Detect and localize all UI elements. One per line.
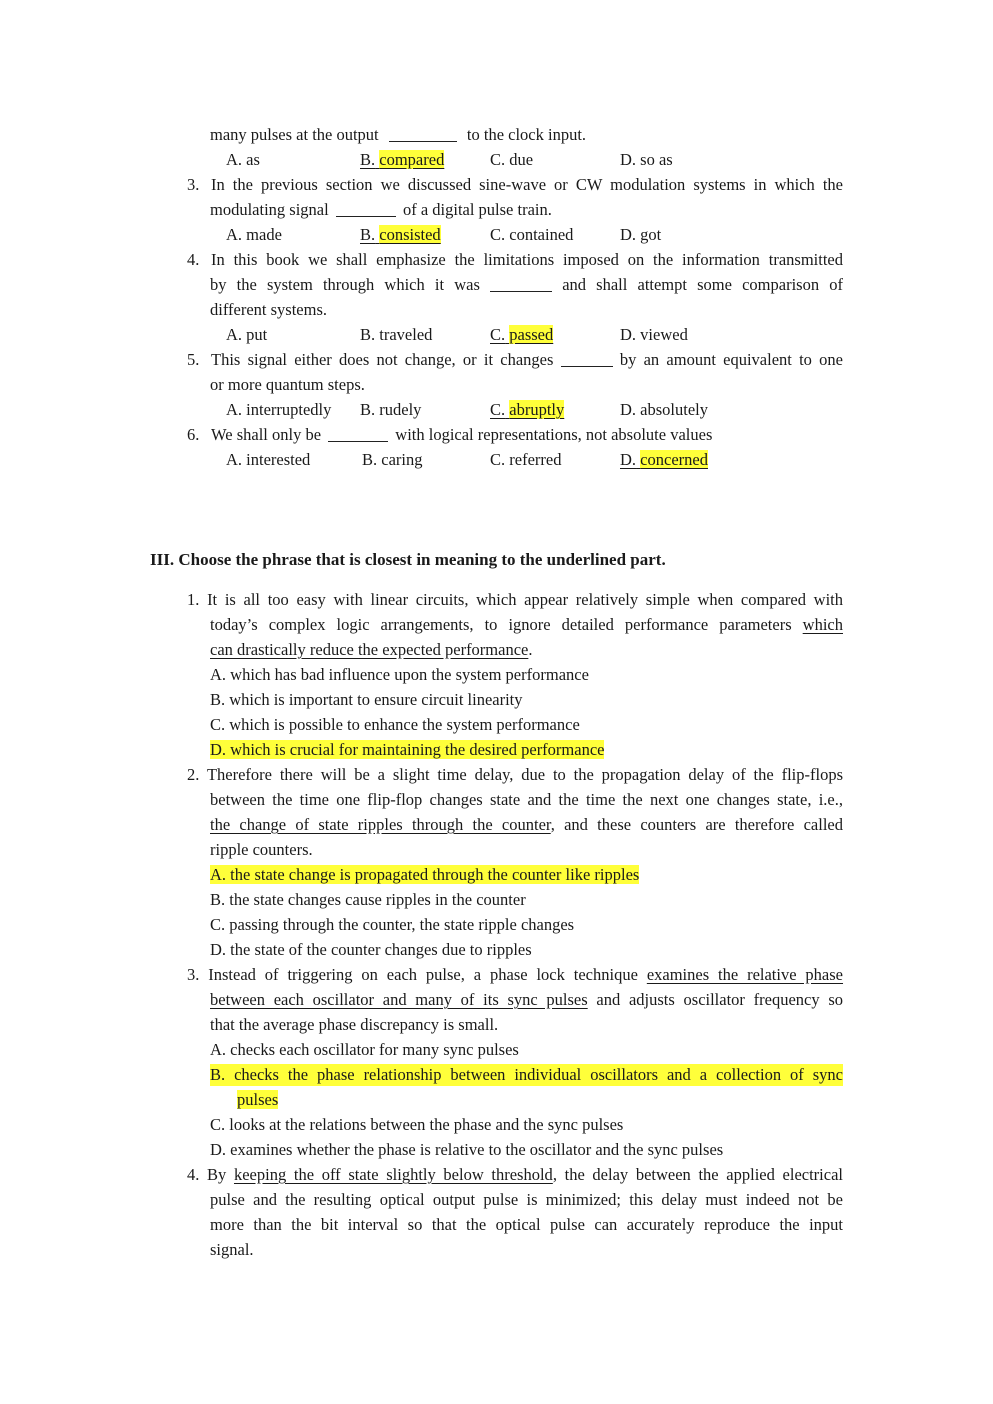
option-a: A. which has bad influence upon the system performance bbox=[210, 665, 589, 684]
question-text: can drastically reduce the expected performance. bbox=[210, 640, 533, 659]
underlined-phrase: the change of state ripples through the counter bbox=[210, 815, 551, 834]
option-b: B. which is important to ensure circuit linearity bbox=[210, 690, 523, 709]
question-text: different systems. bbox=[210, 300, 328, 319]
question-text: today’s complex logic arrangements, to ignore detailed performance parameters which bbox=[210, 615, 843, 634]
answer-blank bbox=[490, 275, 552, 292]
option-c: C. which is possible to enhance the system performance bbox=[210, 715, 580, 734]
option-b-highlighted: B. checks the phase relationship between individual oscillators and a collection of sync bbox=[210, 1065, 843, 1084]
question-text: In the previous section we discussed sine-wave or CW modulation systems in which the bbox=[211, 175, 843, 194]
question-text: or more quantum steps. bbox=[210, 375, 365, 394]
option-a: A. as bbox=[226, 150, 260, 169]
highlighted-answer: pulses bbox=[237, 1090, 279, 1109]
question-number: 6. bbox=[187, 425, 200, 444]
option-c: C. contained bbox=[490, 225, 574, 244]
option-a bbox=[210, 864, 639, 886]
question-text: modulating signal of a digital pulse train. bbox=[210, 200, 552, 219]
highlighted-answer: consisted bbox=[379, 225, 441, 244]
option-c: C. referred bbox=[490, 450, 562, 469]
highlighted-answer: A. the state change is propagated through the counter like ripples bbox=[210, 865, 640, 884]
text: to the clock input. bbox=[466, 125, 587, 144]
option-b: B. consisted bbox=[360, 225, 441, 244]
option-d: D. absolutely bbox=[620, 400, 708, 419]
question-number: 4. bbox=[187, 250, 200, 269]
answer-blank bbox=[561, 350, 613, 367]
underlined-phrase: examines the relative phase bbox=[646, 965, 844, 984]
option-c: C. passed bbox=[490, 325, 554, 344]
option-d: D. examines whether the phase is relative to the oscillator and the sync pulses bbox=[210, 1140, 724, 1159]
highlighted-answer: abruptly bbox=[509, 400, 565, 419]
underlined-phrase: which bbox=[802, 615, 843, 634]
answer-blank bbox=[336, 200, 396, 217]
option-c: C. abruptly bbox=[490, 400, 565, 419]
question-text: 4. By keeping the off state slightly below threshold, the delay between the applied electrical bbox=[187, 1165, 843, 1184]
option-d bbox=[210, 739, 604, 761]
question-number: 5. bbox=[187, 350, 200, 369]
question-text: by the system through which it was and shall attempt some comparison of bbox=[210, 275, 843, 294]
option-b: B. rudely bbox=[360, 400, 422, 419]
question-text: that the average phase discrepancy is small. bbox=[210, 1015, 499, 1034]
question-text: In this book we shall emphasize the limitations imposed on the information transmitted bbox=[211, 250, 843, 269]
highlighted-answer: D. which is crucial for maintaining the desired performance bbox=[210, 740, 605, 759]
option-a: A. interruptedly bbox=[226, 400, 332, 419]
option-c: C. passing through the counter, the state ripple changes bbox=[210, 915, 575, 934]
option-c: C. due bbox=[490, 150, 534, 169]
question-text: 2. Therefore there will be a slight time delay, due to the propagation delay of the flip-flops bbox=[187, 765, 843, 784]
option-b: B. the state changes cause ripples in the counter bbox=[210, 890, 526, 909]
question-text: more than the bit interval so that the optical pulse can accurately reproduce the input bbox=[210, 1215, 843, 1234]
highlighted-answer: passed bbox=[509, 325, 554, 344]
option-d: D. so as bbox=[620, 150, 673, 169]
option-a: A. checks each oscillator for many sync pulses bbox=[210, 1040, 519, 1059]
option-b: B. caring bbox=[362, 450, 423, 469]
question-number: 3. bbox=[187, 175, 200, 194]
underlined-phrase: keeping the off state slightly below threshold bbox=[233, 1165, 553, 1184]
section-heading: III. Choose the phrase that is closest in meaning to the underlined part. bbox=[150, 550, 666, 569]
option-a: A. interested bbox=[226, 450, 311, 469]
question-text: 1. It is all too easy with linear circuits, which appear relatively simple when compared with bbox=[187, 590, 843, 609]
q2-line bbox=[210, 124, 586, 146]
question-text: between each oscillator and many of its sync pulses and adjusts oscillator frequency so bbox=[210, 990, 843, 1009]
question-text: We shall only be with logical representations, not absolute values bbox=[211, 425, 713, 444]
option-b: B. traveled bbox=[360, 325, 433, 344]
underlined-phrase: between each oscillator and many of its sync pulses bbox=[210, 990, 588, 1009]
option-d: D. got bbox=[620, 225, 662, 244]
option-c: C. looks at the relations between the phase and the sync pulses bbox=[210, 1115, 624, 1134]
question-text: ripple counters. bbox=[210, 840, 313, 859]
highlighted-answer: concerned bbox=[640, 450, 708, 469]
option-a: A. put bbox=[226, 325, 268, 344]
option-d: D. concerned bbox=[620, 450, 708, 469]
question-text: between the time one flip-flop changes state and the time the next one changes state, i.e., bbox=[210, 790, 843, 809]
underlined-phrase: can drastically reduce the expected performance bbox=[210, 640, 529, 659]
question-text: signal. bbox=[210, 1240, 254, 1259]
text: many pulses at the output bbox=[210, 125, 379, 144]
option-b: B. compared bbox=[360, 150, 445, 169]
answer-blank bbox=[389, 125, 457, 142]
question-text: the change of state ripples through the counter, and these counters are therefore called bbox=[210, 815, 843, 834]
option-d: D. viewed bbox=[620, 325, 688, 344]
answer-blank bbox=[328, 425, 388, 442]
option-b-continued bbox=[237, 1089, 278, 1111]
question-text: This signal either does not change, or it changes by an amount equivalent to one bbox=[211, 350, 843, 369]
option-a: A. made bbox=[226, 225, 282, 244]
question-text: pulse and the resulting optical output pulse is minimized; this delay must indeed not be bbox=[210, 1190, 843, 1209]
question-text: 3. Instead of triggering on each pulse, a phase lock technique examines the relative phase bbox=[187, 965, 844, 984]
option-d: D. the state of the counter changes due to ripples bbox=[210, 940, 532, 959]
highlighted-answer: compared bbox=[379, 150, 445, 169]
